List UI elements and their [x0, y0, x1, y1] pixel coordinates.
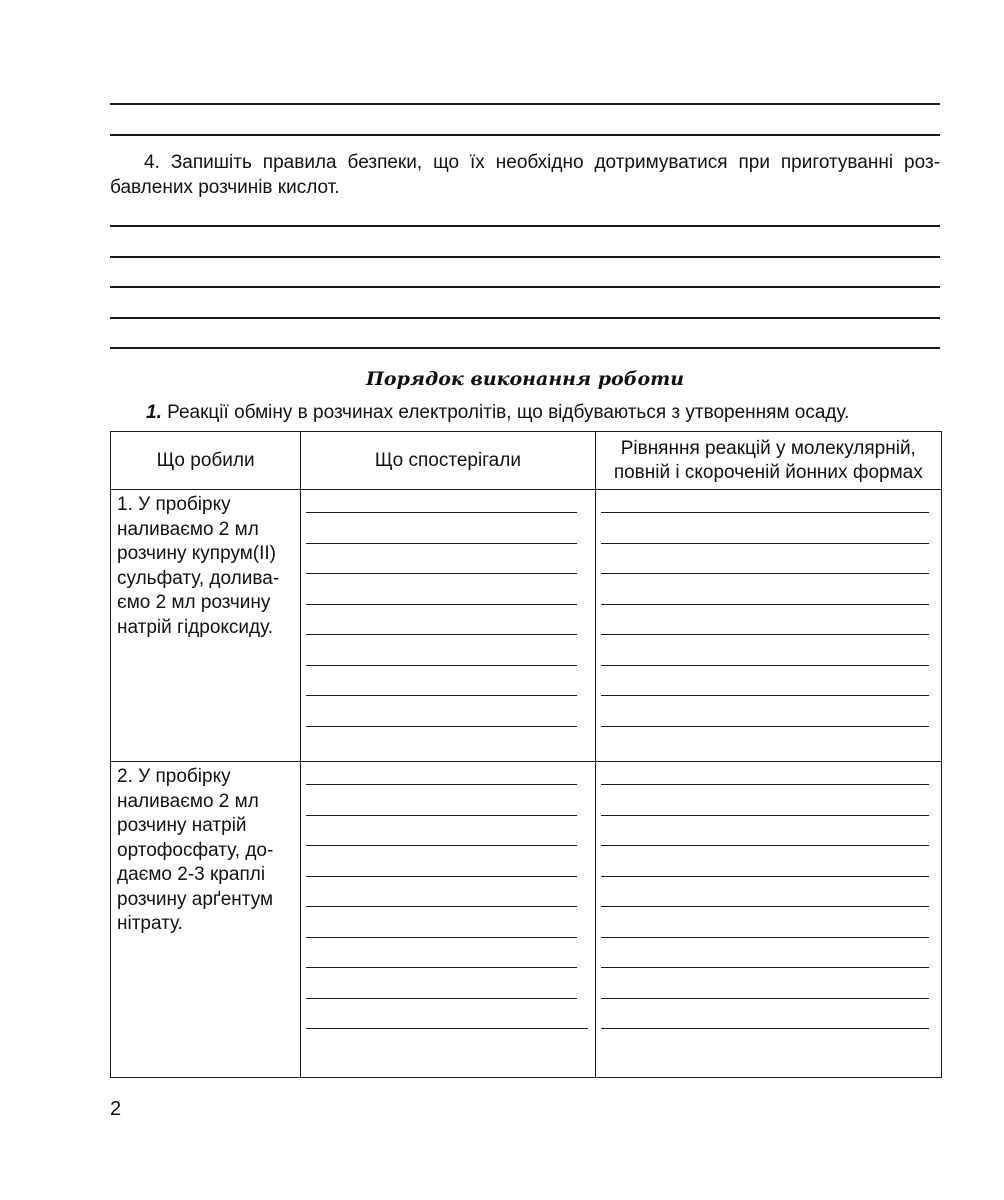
row-2-equation-cell[interactable] — [595, 762, 941, 1078]
row-2-description: 2. У пробірку наливаємо 2 мл розчину натрій ортофосфату, додаємо 2-3 краплі розчину арґентум нітрату. — [117, 766, 274, 934]
writing-line[interactable] — [601, 967, 929, 968]
writing-line[interactable] — [601, 998, 929, 999]
writing-line[interactable] — [601, 815, 929, 816]
page-number: 2 — [110, 1098, 122, 1120]
writing-line[interactable] — [306, 967, 577, 968]
header-what-done: Що робили — [111, 432, 301, 490]
writing-line[interactable] — [306, 906, 577, 907]
writing-line[interactable] — [306, 937, 577, 938]
task-1 — [146, 400, 849, 425]
writing-line[interactable] — [306, 604, 577, 605]
writing-line[interactable] — [601, 665, 929, 666]
answer-line[interactable] — [110, 103, 940, 105]
question-4-number: 4. — [144, 152, 160, 173]
writing-line[interactable] — [601, 543, 929, 544]
experiment-table — [110, 431, 942, 1078]
writing-line[interactable] — [306, 876, 577, 877]
section-title: Порядок виконання роботи — [365, 368, 685, 390]
task-1-text: Реакції обміну в розчинах електролітів, що відбуваються з утворенням осаду. — [167, 402, 850, 423]
row-1-description: 1. У пробірку наливаємо 2 мл розчину купрум(ІІ) сульфату, доливаємо 2 мл розчину натрій гідроксиду. — [117, 494, 280, 638]
writing-line[interactable] — [601, 784, 929, 785]
row-2-description-cell — [111, 762, 301, 1078]
writing-line[interactable] — [306, 665, 577, 666]
writing-line[interactable] — [306, 845, 577, 846]
writing-line[interactable] — [601, 695, 929, 696]
writing-line[interactable] — [306, 634, 577, 635]
writing-line[interactable] — [306, 784, 577, 785]
writing-line[interactable] — [601, 1028, 929, 1029]
answer-line[interactable] — [110, 134, 940, 136]
row-2-observation-cell[interactable] — [301, 762, 595, 1078]
writing-line[interactable] — [601, 634, 929, 635]
answer-line[interactable] — [110, 317, 940, 319]
header-what-observed: Що спостерігали — [301, 432, 595, 490]
table-row — [111, 490, 942, 762]
row-1-equation-cell[interactable] — [595, 490, 941, 762]
question-4-text: Запишіть правила безпеки, що їх необхідно дотримуватися при приготуванні розбавлених розчинів кислот. — [110, 152, 941, 198]
writing-line[interactable] — [601, 512, 929, 513]
writing-line[interactable] — [601, 604, 929, 605]
writing-line[interactable] — [601, 906, 929, 907]
answer-line[interactable] — [110, 347, 940, 349]
writing-line[interactable] — [601, 726, 929, 727]
writing-line[interactable] — [306, 998, 577, 999]
writing-line[interactable] — [306, 512, 577, 513]
question-4 — [110, 150, 940, 200]
writing-line[interactable] — [306, 695, 577, 696]
writing-line[interactable] — [306, 726, 577, 727]
writing-line[interactable] — [306, 1028, 588, 1029]
writing-line[interactable] — [306, 573, 577, 574]
header-equations: Рівняння реакцій у молекулярній, повній і скороченій йонних формах — [595, 432, 941, 490]
answer-line[interactable] — [110, 225, 940, 227]
table-row — [111, 762, 942, 1078]
writing-line[interactable] — [601, 573, 929, 574]
writing-line[interactable] — [601, 937, 929, 938]
answer-line[interactable] — [110, 286, 940, 288]
writing-line[interactable] — [306, 815, 577, 816]
writing-line[interactable] — [601, 876, 929, 877]
answer-line[interactable] — [110, 256, 940, 258]
task-1-number: 1. — [146, 402, 162, 423]
row-1-description-cell — [111, 490, 301, 762]
writing-line[interactable] — [601, 845, 929, 846]
row-1-observation-cell[interactable] — [301, 490, 595, 762]
writing-line[interactable] — [306, 543, 577, 544]
table-header-row — [111, 432, 942, 490]
